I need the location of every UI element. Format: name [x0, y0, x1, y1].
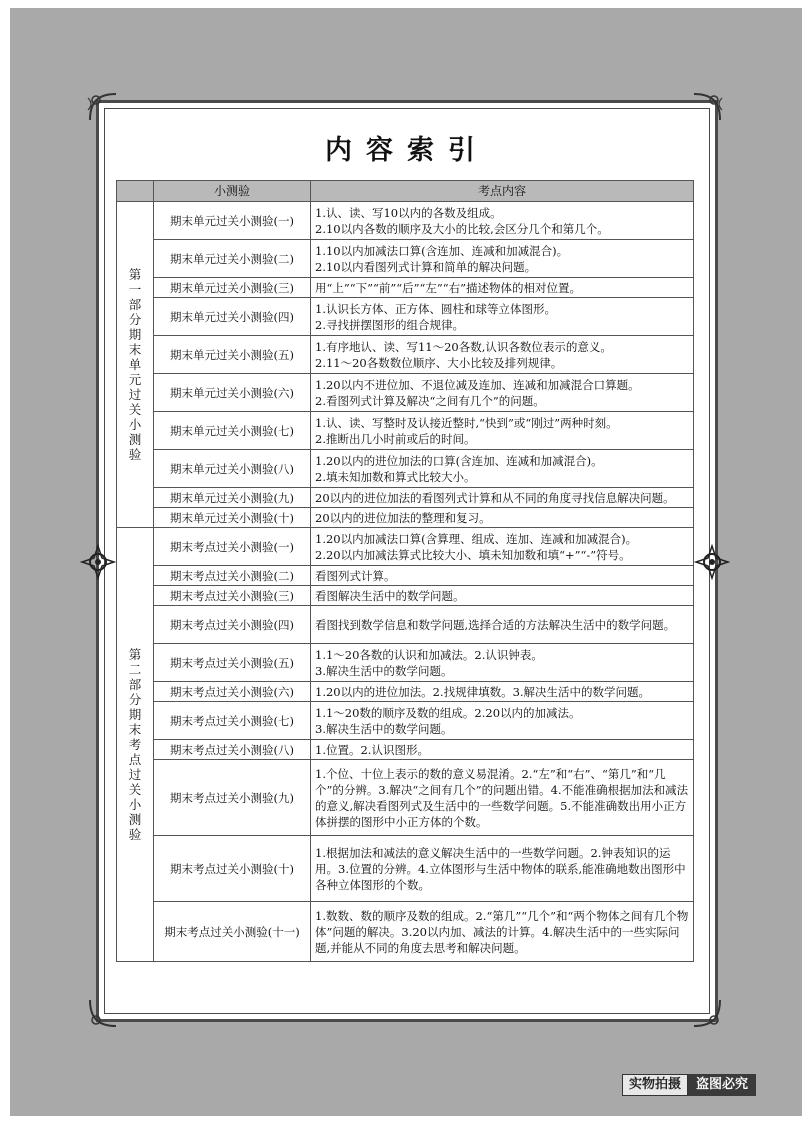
content-line: 1.个位、十位上表示的数的意义易混淆。2.“左”和“右”、“第几”和“几个”的分辨。3.解决“之间有几个”的问题出错。4.不能准确根据加法和减法的意义,解决看图列式及生活中的一些数学问题。5.不能准确数出用小正方体拼摆的图形中小正方体的个数。: [315, 766, 689, 829]
content-line: 1.10以内加减法口算(含连加、连减和加减混合)。: [315, 243, 569, 258]
quiz-name-cell: 期末考点过关小测验(十): [154, 836, 311, 902]
content-cell: [311, 682, 694, 702]
side-ornament-icon: [694, 544, 730, 580]
table-row: [117, 902, 694, 962]
quiz-name-cell: 期末单元过关小测验(十): [154, 508, 311, 528]
quiz-name-cell: 期末考点过关小测验(一): [154, 528, 311, 566]
quiz-name-cell: 期末考点过关小测验(六): [154, 682, 311, 702]
content-cell: [311, 336, 694, 374]
content-line: 1.20以内的进位加法的口算(含连加、连减和加减混合)。: [315, 453, 603, 468]
corner-ornament-icon: [690, 996, 724, 1030]
quiz-name-cell: 期末考点过关小测验(九): [154, 760, 311, 836]
watermark-stamp: [622, 1074, 756, 1096]
quiz-name-cell: 期末考点过关小测验(八): [154, 740, 311, 760]
header-part-cell: [117, 181, 154, 202]
content-cell: [311, 450, 694, 488]
table-row: [117, 606, 694, 644]
quiz-name-cell: 期末单元过关小测验(三): [154, 278, 311, 298]
content-cell: [311, 740, 694, 760]
part-label-cell: [117, 528, 154, 962]
table-row: [117, 488, 694, 508]
content-line: 2.推断出几小时前或后的时间。: [315, 431, 476, 446]
table-row: [117, 412, 694, 450]
table-row: [117, 298, 694, 336]
part-label-cell: [117, 202, 154, 528]
content-line: 2.看图列式计算及解决“之间有几个”的问题。: [315, 393, 545, 408]
content-cell: [311, 202, 694, 240]
corner-ornament-icon: [690, 90, 724, 124]
content-cell: [311, 836, 694, 902]
content-line: 1.20以内的进位加法。2.找规律填数。3.解决生活中的数学问题。: [315, 684, 651, 699]
content-cell: [311, 508, 694, 528]
content-line: 2.10以内各数的顺序及大小的比较,会区分几个和第几个。: [315, 221, 609, 236]
table-row: [117, 566, 694, 586]
content-cell: [311, 902, 694, 962]
content-line: 2.10以内看图列式计算和简单的解决问题。: [315, 259, 537, 274]
table-header-row: [117, 181, 694, 202]
content-cell: [311, 488, 694, 508]
table-row: [117, 760, 694, 836]
content-cell: [311, 412, 694, 450]
content-line: 1.根据加法和减法的意义解决生活中的一些数学问题。2.钟表知识的运用。3.位置的分辨。4.立体图形与生活中物体的联系,能准确地数出图形中各种立体图形的个数。: [315, 845, 686, 892]
corner-ornament-icon: [86, 90, 120, 124]
header-content: 考点内容: [311, 181, 694, 202]
table-row: [117, 278, 694, 298]
content-line: 1.20以内不进位加、不退位减及连加、连减和加减混合口算题。: [315, 377, 640, 392]
content-line: 2.填未知加数和算式比较大小。: [315, 469, 476, 484]
content-line: 1.1～20数的顺序及数的组成。2.20以内的加减法。: [315, 705, 581, 720]
content-line: 看图解决生活中的数学问题。: [315, 588, 465, 603]
content-line: 1.位置。2.认识图形。: [315, 742, 429, 757]
header-quiz: 小测验: [154, 181, 311, 202]
corner-ornament-icon: [86, 996, 120, 1030]
table-row: [117, 450, 694, 488]
stamp-left: 实物拍摄: [622, 1074, 688, 1096]
content-line: 1.认识长方体、正方体、圆柱和球等立体图形。: [315, 301, 556, 316]
quiz-name-cell: 期末考点过关小测验(二): [154, 566, 311, 586]
quiz-name-cell: 期末考点过关小测验(四): [154, 606, 311, 644]
table-row: [117, 374, 694, 412]
quiz-name-cell: 期末考点过关小测验(七): [154, 702, 311, 740]
stamp-right: 盗图必究: [688, 1074, 756, 1096]
content-cell: [311, 528, 694, 566]
table-row: [117, 586, 694, 606]
content-cell: [311, 298, 694, 336]
content-line: 1.1～20各数的认识和加减法。2.认识钟表。: [315, 647, 543, 662]
content-cell: [311, 240, 694, 278]
content-cell: [311, 374, 694, 412]
content-line: 2.寻找拼摆图形的组合规律。: [315, 317, 464, 332]
content-line: 1.20以内加减法口算(含算理、组成、连加、连减和加减混合)。: [315, 531, 638, 546]
content-cell: [311, 586, 694, 606]
content-line: 2.20以内加减法算式比较大小、填未知加数和填“+”“-”符号。: [315, 547, 631, 562]
part-label: 第二部分 期末考点过关小测验: [128, 646, 142, 842]
content-line: 20以内的进位加法的看图列式计算和从不同的角度寻找信息解决问题。: [315, 490, 675, 505]
table-row: [117, 682, 694, 702]
content-line: 20以内的进位加法的整理和复习。: [315, 510, 491, 525]
table-row: [117, 644, 694, 682]
table-body: [117, 202, 694, 962]
content-line: 3.解决生活中的数学问题。: [315, 721, 453, 736]
content-line: 用“上”“下”“前”“后”“左”“右”描述物体的相对位置。: [315, 280, 582, 295]
content-cell: [311, 278, 694, 298]
part-label: 第一部分 期末单元过关小测验: [128, 266, 142, 462]
quiz-name-cell: 期末单元过关小测验(二): [154, 240, 311, 278]
table-row: [117, 240, 694, 278]
content-line: 1.认、读、写整时及认接近整时,“快到”或“刚过”两种时刻。: [315, 415, 618, 430]
content-cell: [311, 760, 694, 836]
quiz-name-cell: 期末单元过关小测验(七): [154, 412, 311, 450]
content-line: 看图列式计算。: [315, 568, 396, 583]
page-title: 内容索引: [325, 135, 489, 166]
quiz-name-cell: 期末单元过关小测验(一): [154, 202, 311, 240]
table-row: [117, 836, 694, 902]
content-line: 2.11～20各数数位顺序、大小比较及排列规律。: [315, 355, 563, 370]
index-table: [116, 180, 694, 962]
quiz-name-cell: 期末单元过关小测验(八): [154, 450, 311, 488]
table-row: [117, 202, 694, 240]
quiz-name-cell: 期末单元过关小测验(五): [154, 336, 311, 374]
content-cell: [311, 644, 694, 682]
quiz-name-cell: 期末单元过关小测验(四): [154, 298, 311, 336]
content-line: 3.解决生活中的数学问题。: [315, 663, 453, 678]
content-cell: [311, 702, 694, 740]
content-line: 1.有序地认、读、写11～20各数,认识各数位表示的意义。: [315, 339, 612, 354]
content-line: 看图找到数学信息和数学问题,选择合适的方法解决生活中的数学问题。: [315, 617, 676, 632]
content-line: 1.认、读、写10以内的各数及组成。: [315, 205, 502, 220]
content-line: 1.数数、数的顺序及数的组成。2.“第几”“几个”和“两个物体之间有几个物体”问题的解决。3.20以内加、减法的计算。4.解决生活中的一些实际问题,并能从不同的角度去思考和解决问题。: [315, 908, 689, 955]
table-row: [117, 702, 694, 740]
quiz-name-cell: 期末考点过关小测验(三): [154, 586, 311, 606]
quiz-name-cell: 期末单元过关小测验(九): [154, 488, 311, 508]
quiz-name-cell: 期末单元过关小测验(六): [154, 374, 311, 412]
quiz-name-cell: 期末考点过关小测验(五): [154, 644, 311, 682]
content-cell: [311, 606, 694, 644]
table-row: [117, 508, 694, 528]
quiz-name-cell: 期末考点过关小测验(十一): [154, 902, 311, 962]
side-ornament-icon: [80, 544, 116, 580]
content-cell: [311, 566, 694, 586]
table-row: [117, 740, 694, 760]
table-row: [117, 336, 694, 374]
table-row: [117, 528, 694, 566]
